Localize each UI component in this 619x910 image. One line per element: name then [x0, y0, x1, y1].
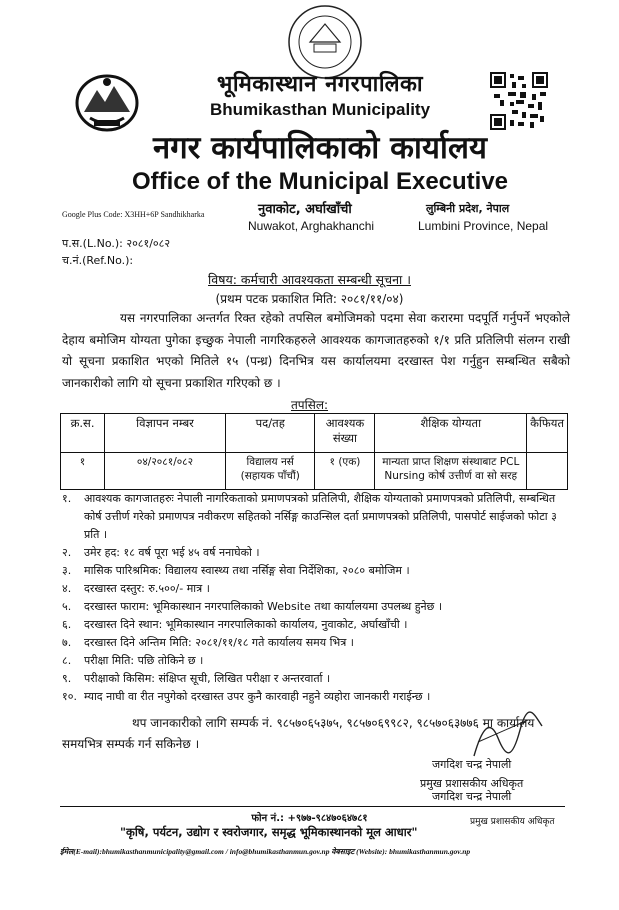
item-number: २.: [62, 546, 72, 559]
item-number: ६.: [62, 618, 72, 631]
item-text: दरखास्त दिने स्थान: भूमिकास्थान नगरपालिकाको कार्यालय, नुवाकोट, अर्घाखाँची ।: [84, 618, 408, 631]
municipality-name-english: Bhumikasthan Municipality: [209, 100, 431, 119]
details-label: तपसिल:: [290, 398, 329, 412]
google-plus-code: Google Plus Code: X3HH+6P Sandhikharka: [62, 210, 205, 219]
cell-remarks: [527, 453, 568, 490]
item-text: म्याद नाघी वा रीत नपुगेको दरखास्त उपर कुनै कारवाही नहुने व्यहोरा जानकारी गराईन्छ ।: [84, 690, 431, 703]
signatory-name: जगदिश चन्द्र नेपाली: [432, 758, 512, 771]
office-name-english: Office of the Municipal Executive: [131, 168, 509, 195]
item-text: परीक्षाको किसिम: संक्षिप्त सूची, लिखित परीक्षा र अन्तरवार्ता ।: [84, 672, 331, 685]
list-item: [62, 598, 562, 616]
col-header-remarks: कैफियत: [527, 414, 568, 453]
col-header-required-count: आवश्यक संख्या: [315, 414, 375, 453]
table-row: [61, 453, 568, 490]
col-header-advertisement-number: विज्ञापन नम्बर: [105, 414, 226, 453]
item-text: उमेर हद: १८ वर्ष पूरा भई ४५ वर्ष ननाघेको ।: [84, 546, 260, 559]
item-number: ७.: [62, 636, 72, 649]
item-number: १.: [62, 492, 72, 505]
footer-contacts: ईमेल(E-mail):bhumikasthanmunicipality@gmail.com / info@bhumikasthanmun.gov.np वेबसाइट (Website): bhumikasthanmun.gov.np: [60, 847, 471, 856]
item-text: दरखास्त दिने अन्तिम मिति: २०८१/११/१८ गते कार्यालय समय भित्र ।: [84, 636, 354, 649]
item-number: १०.: [62, 690, 77, 703]
reference-number: च.नं.(Ref.No.):: [62, 254, 134, 267]
signatory-title: प्रमुख प्रशासकीय अधिकृत: [420, 777, 524, 790]
col-header-serial: क्र.स.: [61, 414, 105, 453]
list-item: [62, 670, 562, 688]
province-nepali: लुम्बिनी प्रदेश, नेपाल: [426, 202, 510, 215]
list-item: [62, 652, 562, 670]
list-item: [62, 544, 562, 562]
col-header-position: पद/तह: [225, 414, 315, 453]
location-nepali: नुवाकोट, अर्घाखाँची: [258, 202, 352, 217]
office-name-nepali: नगर कार्यपालिकाको कार्यालय: [153, 130, 487, 166]
item-text: दरखास्त फाराम: भूमिकास्थान नगरपालिकाको Website तथा कार्यालयमा उपलब्ध हुनेछ ।: [84, 600, 443, 613]
item-text: आवश्यक कागजातहरुः नेपाली नागरिकताको प्रमाणपत्रको प्रतिलिपी, शैक्षिक योग्यताको प्रमाणपत्रको प्रतिलिपी, सम्बन्धित कोर्ष उत्तीर्ण गरेको प्रमाणपत्र नवीकरण सहितको नर्सिङ्ग काउन्सिल दर्ता प्रमाणपत्रको प्रतिलिपी, पासपोर्ट साईजको फोटा ३ प्रति ।: [84, 492, 557, 541]
province-english: Lumbini Province, Nepal: [418, 219, 549, 233]
cell-serial: १: [61, 453, 105, 490]
letter-number: प.स.(L.No.): २०८१/०८२: [62, 237, 171, 250]
table-header-row: [61, 414, 568, 453]
contact-info: थप जानकारीको लागि सम्पर्क नं. ९८५७०६५३७५, ९८५७०६९९८२, ९८५७०६३७७६ मा कार्यालय समयभित्र सम्पर्क गर्न सकिनेछ ।: [62, 716, 535, 751]
location-english: Nuwakot, Arghakhanchi: [248, 219, 375, 233]
subject-text: विषय: कर्मचारी आवश्यकता सम्बन्धी सूचना ।: [208, 272, 411, 287]
conditions-list: [62, 490, 562, 706]
signature-scribble: [468, 708, 546, 764]
list-item: [62, 580, 562, 598]
footer-phone: फोन नं.: +९७७-९८४७०६४७८१: [251, 813, 368, 824]
item-number: ४.: [62, 582, 72, 595]
list-item: [62, 688, 562, 706]
stamp-title: प्रमुख प्रशासकीय अधिकृत: [470, 817, 555, 827]
publication-date: (प्रथम पटक प्रकाशित मिति: २०८१/११/०४): [215, 292, 404, 306]
nepal-emblem-icon: [72, 72, 142, 134]
notice-subject: [0, 271, 619, 288]
qr-code-icon: [490, 72, 548, 130]
vacancy-table: [60, 413, 568, 490]
municipality-name-nepali: भूमिकास्थान नगरपालिका: [216, 72, 424, 97]
list-item: [62, 616, 562, 634]
list-item: [62, 562, 562, 580]
footer-divider: [60, 806, 565, 807]
item-number: ३.: [62, 564, 72, 577]
item-number: ५.: [62, 600, 72, 613]
item-text: मासिक पारिश्रमिक: विद्यालय स्वास्थ्य तथा नर्सिङ्ग सेवा निर्देशिका, २०८० बमोजिम ।: [84, 564, 410, 577]
item-number: ९.: [62, 672, 72, 685]
list-item: [62, 490, 562, 544]
list-item: [62, 634, 562, 652]
cell-qualification: मान्यता प्राप्त शिक्षण संस्थाबाट PCL Nursing कोर्ष उत्तीर्ण वा सो सरह: [375, 453, 527, 490]
item-number: ८.: [62, 654, 72, 667]
item-text: परीक्षा मिति: पछि तोकिने छ ।: [84, 654, 204, 667]
cell-position: विद्यालय नर्स (सहायक पाँचौं): [225, 453, 315, 490]
stamp-name: जगदिश चन्द्र नेपाली: [432, 790, 512, 803]
footer-slogan: "कृषि, पर्यटन, उद्योग र स्वरोजगार, समृद्ध भूमिकास्थानको मूल आधार": [120, 825, 418, 839]
col-header-qualification: शैक्षिक योग्यता: [375, 414, 527, 453]
cell-advertisement-number: ०४/२०८१/०८२: [105, 453, 226, 490]
notice-body: यस नगरपालिका अन्तर्गत रिक्त रहेको तपसिल बमोजिमको पदमा सेवा करारमा पदपूर्ति गर्नुपर्ने भएकोले देहाय बमोजिम योग्यता पुगेका इच्छुक नेपाली नागरिकहरुले आवश्यक कागजातहरुको १/१ प्रति प्रतिलिपी संलग्न राखी यो सूचना प्रकाशित भएको मितिले १५ (पन्ध्र) दिनभित्र यस कार्यालयमा दरखास्त पेश गर्नुहुन सम्बन्धित सबैको जानकारीको लागि यो सूचना प्रकाशित गरिएको छ ।: [62, 311, 570, 391]
cell-required-count: १ (एक): [315, 453, 375, 490]
item-text: दरखास्त दस्तुर: रु.५००/- मात्र ।: [84, 582, 210, 595]
